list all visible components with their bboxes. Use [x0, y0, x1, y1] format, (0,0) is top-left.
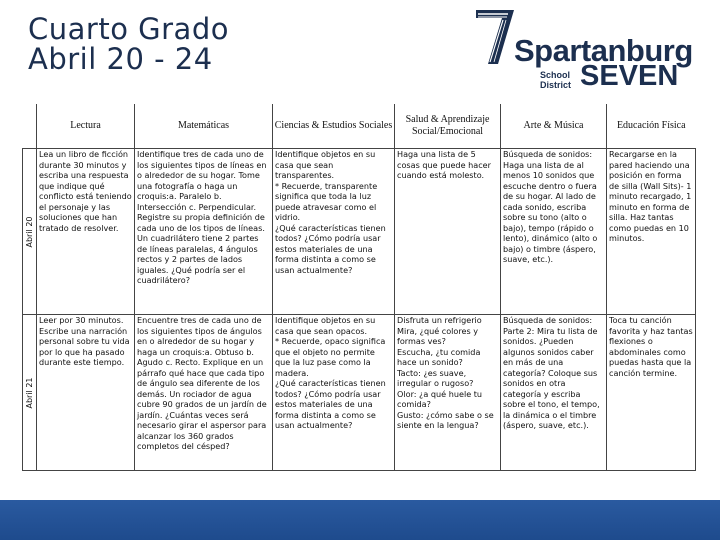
- title-line-dates: Abril 20 - 24: [28, 42, 213, 76]
- logo-subtext: School District: [540, 70, 572, 90]
- table-cell: Haga una lista de 5 cosas que puede hacer cuando está molesto.: [395, 149, 501, 315]
- table-cell: Leer por 30 minutos. Escribe una narración personal sobre tu vida por lo que ha pasado durante este tiempo.: [37, 315, 135, 471]
- table-cell: Lea un libro de ficción durante 30 minutos y escriba una respuesta que indique qué conflicto está teniendo el personaje y las soluciones que han tratado de resolver.: [37, 149, 135, 315]
- logo-wordmark: Spartanburg: [514, 33, 693, 68]
- week-label-cell: Abril 21: [23, 315, 37, 471]
- table-cell: Recargarse en la pared haciendo una posición en forma de silla (Wall Sits)- 1 minuto recargado, 1 minuto en forma de silla. Haz tantas como puedas en 10 minutos.: [607, 149, 696, 315]
- column-header-reading: Lectura: [37, 104, 135, 149]
- column-header-health: Salud & Aprendizaje Social/Emocional: [395, 104, 501, 149]
- title-line-grade: Cuarto Grado: [28, 12, 229, 46]
- table-row: [23, 315, 696, 471]
- table-header-row: [23, 104, 696, 149]
- column-header-pe: Educación Física: [607, 104, 696, 149]
- table-cell: Búsqueda de sonidos: Haga una lista de al menos 10 sonidos que escuche dentro o fuera de su hogar. Al lado de cada sonido, escriba sobre su tono (alto o bajo), tempo (rápido o lento), dinámico (alto o bajo) o timbre (áspero, suave, etc.).: [501, 149, 607, 315]
- table-cell: Encuentre tres de cada uno de los siguientes tipos de ángulos en o alrededor de su hogar y haga un croquis:a. Obtuso b. Agudo c. Recto. Explique en un párrafo qué hace que cada tipo de ángulo sea diferente de los demás. Un rociador de agua cubre 90 grados de un jardín de jardín. ¿Cuántas veces será necesario girar el aspersor para alcanzar los 360 grados completos del césped?: [135, 315, 273, 471]
- table-cell: Búsqueda de sonidos: Parte 2: Mira tu lista de sonidos. ¿Pueden algunos sonidos caber en más de una categoría? Coloque sus sonidos en otra categoría y escriba sobre el tono, el tempo, la dinámica o el timbre (áspero, suave, etc.).: [501, 315, 607, 471]
- table-cell: Identifique objetos en su casa que sean transparentes. * Recuerde, transparente significa que toda la luz puede atravesar como el vidrio. ¿Qué características tienen todos? ¿Cómo podría usar estos materiales de una forma distinta a como se usan actualmente?: [273, 149, 395, 315]
- column-header-week: [23, 104, 37, 149]
- logo-seven: SEVEN: [580, 60, 679, 92]
- week-label-cell: Abril 20: [23, 149, 37, 315]
- page-title: [28, 14, 229, 74]
- table-cell: Identifique tres de cada uno de los siguientes tipos de líneas en o alrededor de su hogar. Tome una fotografía o haga un croquis:a. Paralelo b. Intersección c. Perpendicular. Registre su propia definición de cada uno de los tipos de líneas. Un cuadrilátero tiene 2 partes de líneas paralelas, 4 ángulos rectos y 2 partes de lados iguales. ¿Qué podría ser el cuadrilátero?: [135, 149, 273, 315]
- footer-band: [0, 500, 720, 540]
- table-cell: Toca tu canción favorita y haz tantas flexiones o abdominales como puedas hasta que la canción termine.: [607, 315, 696, 471]
- table-cell: Disfruta un refrigerio Mira, ¿qué colores y formas ves? Escucha, ¿tu comida hace un sonido? Tacto: ¿es suave, irregular o rugoso? Olor: ¿a qué huele tu comida? Gusto: ¿cómo sabe o se siente en la lengua?: [395, 315, 501, 471]
- weekly-plan-table: [22, 104, 696, 471]
- column-header-art-music: Arte & Música: [501, 104, 607, 149]
- table-row: [23, 149, 696, 315]
- table-cell: Identifique objetos en su casa que sean opacos. * Recuerde, opaco significa que el objeto no permite que la luz pase como la madera. ¿Qué características tienen todos? ¿Cómo podría usar estos materiales de una forma distinta a como se usan actualmente?: [273, 315, 395, 471]
- column-header-science: Ciencias & Estudios Sociales: [273, 104, 395, 149]
- column-header-math: Matemáticas: [135, 104, 273, 149]
